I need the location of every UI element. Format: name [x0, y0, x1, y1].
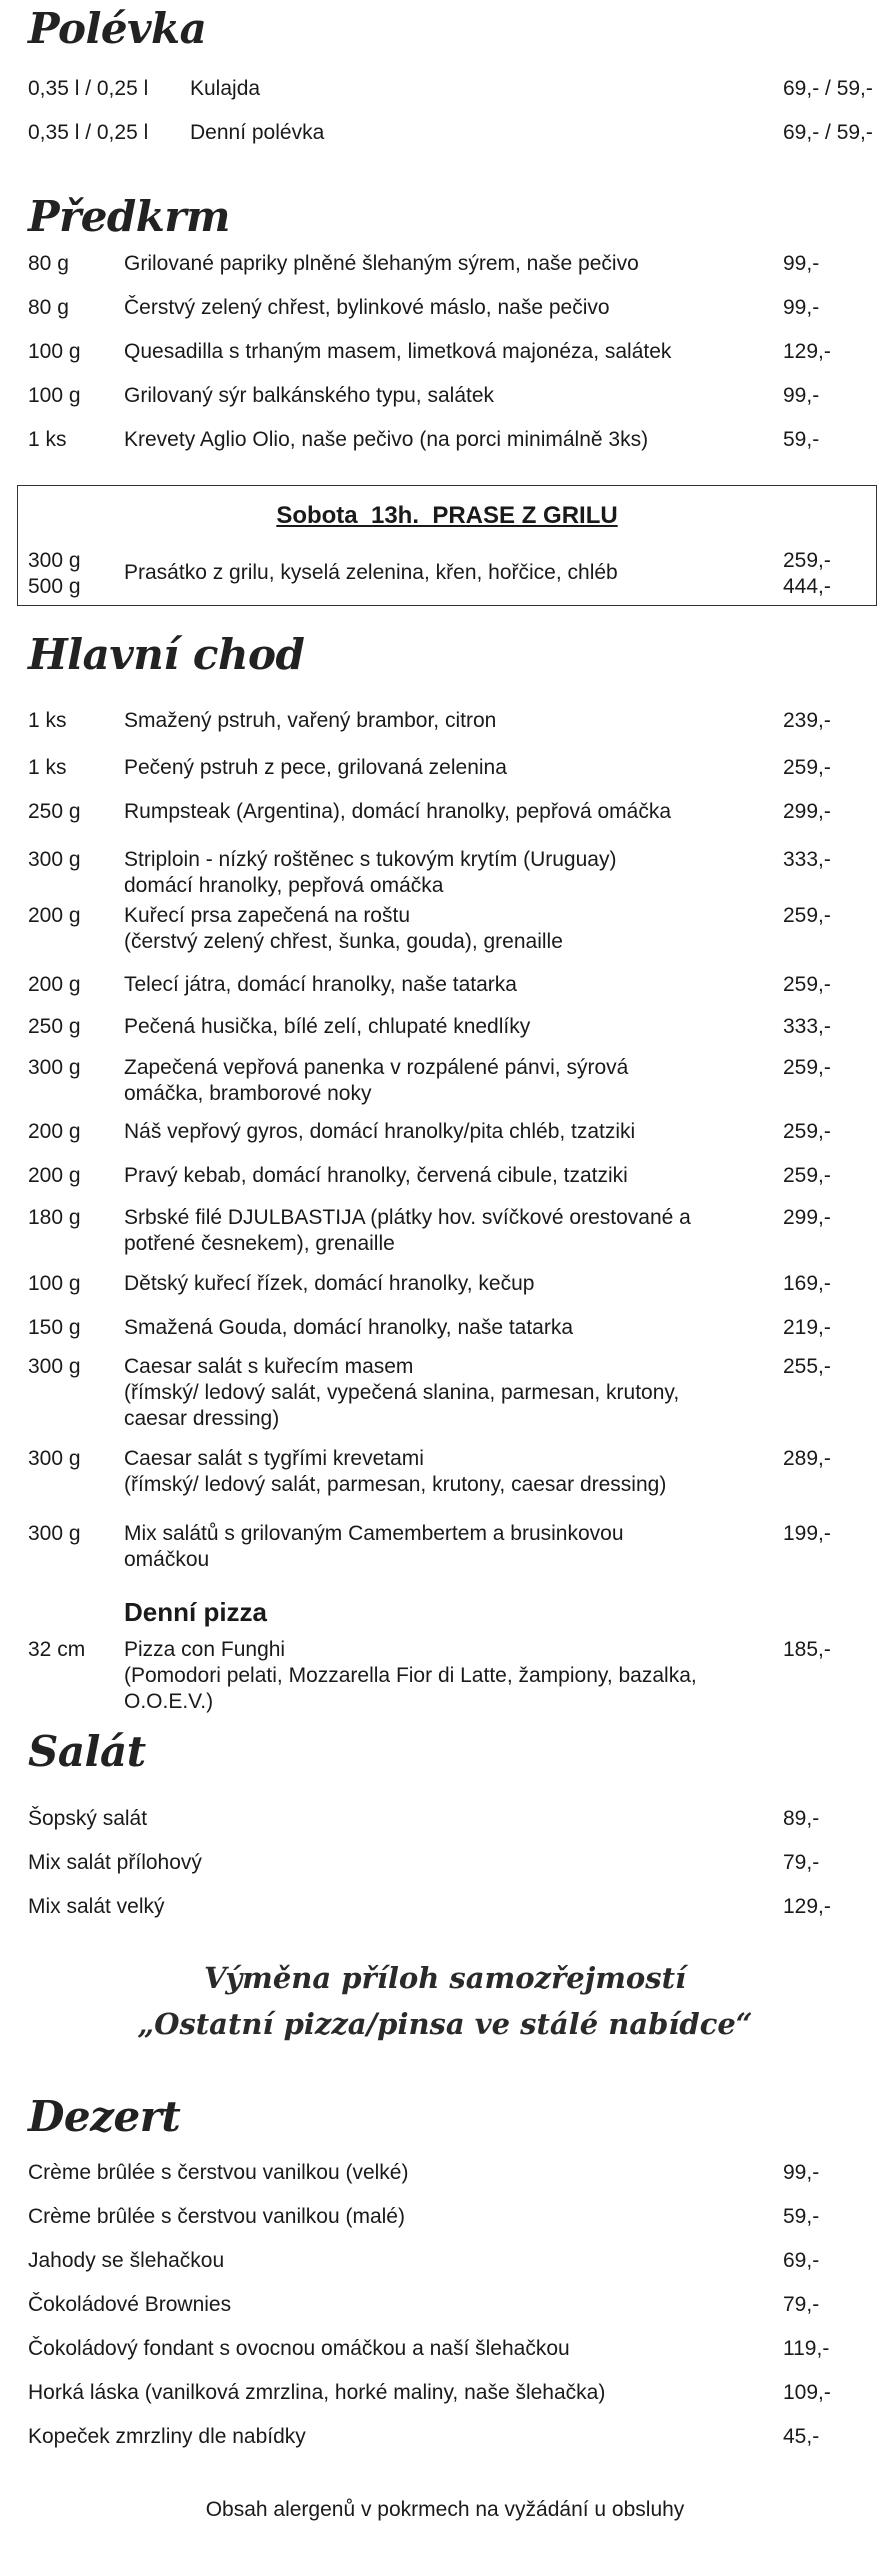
item-name: Pečený pstruh z pece, grilovaná zelenina — [124, 756, 507, 779]
item-name: Čokoládové Brownies — [28, 2293, 232, 2316]
section-title-salad: Salát — [28, 1727, 146, 1776]
item-price: 69,- / 59,- — [783, 121, 873, 144]
item-price: 289,- — [783, 1447, 831, 1470]
item-price: 169,- — [783, 1272, 831, 1295]
item-price: 333,- — [783, 1015, 831, 1038]
item-name-line: omáčkou — [124, 1548, 210, 1571]
item-name: Rumpsteak (Argentina), domácí hranolky, pepřová omáčka — [124, 800, 672, 823]
item-name-line: Caesar salát s tygřími krevetami — [124, 1447, 424, 1470]
item-qty: 1 ks — [28, 428, 67, 451]
item-name-line: potřené česnekem), grenaille — [124, 1232, 395, 1255]
item-qty: 200 g — [28, 973, 81, 996]
item-name-line: Striploin - nízký roštěnec s tukovým krytím (Uruguay) — [124, 848, 617, 871]
item-qty: 300 g — [28, 1355, 81, 1378]
section-title-soup: Polévka — [28, 4, 207, 53]
item-qty: 200 g — [28, 1120, 81, 1143]
item-name: Kulajda — [190, 77, 261, 100]
item-name-line: Zapečená vepřová panenka v rozpálené pánvi, sýrová — [124, 1056, 629, 1079]
item-name: Pečená husička, bílé zelí, chlupaté knedlíky — [124, 1015, 531, 1038]
item-price: 99,- — [783, 384, 820, 407]
item-name: Denní polévka — [190, 121, 325, 144]
item-qty: 300 g — [28, 1522, 81, 1545]
item-name: Telecí játra, domácí hranolky, naše tatarka — [124, 973, 517, 996]
item-qty: 0,35 l / 0,25 l — [28, 77, 149, 100]
item-name-line: domácí hranolky, pepřová omáčka — [124, 874, 444, 897]
item-name — [124, 1205, 784, 1257]
item-name: Horká láska (vanilková zmrzlina, horké maliny, naše šlehačka) — [28, 2381, 606, 2404]
item-qty: 200 g — [28, 1164, 81, 1187]
item-price: 79,- — [783, 1851, 820, 1874]
item-name — [124, 1055, 784, 1107]
item-name: Pravý kebab, domácí hranolky, červená cibule, tzatziki — [124, 1164, 628, 1187]
item-name — [124, 847, 784, 899]
item-price: 199,- — [783, 1522, 831, 1545]
item-name: Mix salát velký — [28, 1895, 165, 1918]
item-price: 259,- — [783, 904, 831, 927]
item-name-line: (římský/ ledový salát, vypečená slanina, parmesan, krutony, — [124, 1381, 680, 1404]
item-name: Grilované papriky plněné šlehaným sýrem, naše pečivo — [124, 252, 639, 275]
item-price: 255,- — [783, 1355, 831, 1378]
item-price: 333,- — [783, 848, 831, 871]
item-price: 239,- — [783, 709, 831, 732]
item-name-line: Caesar salát s kuřecím masem — [124, 1355, 414, 1378]
section-title-dessert: Dezert — [28, 2092, 181, 2141]
item-price: 69,- — [783, 2249, 820, 2272]
item-name: Mix salát přílohový — [28, 1851, 202, 1874]
item-name-line: Pizza con Funghi — [124, 1638, 286, 1661]
item-price: 185,- — [783, 1638, 831, 1661]
item-qty: 1 ks — [28, 756, 67, 779]
item-qty: 200 g — [28, 904, 81, 927]
item-price: 99,- — [783, 252, 820, 275]
item-name: Smažený pstruh, vařený brambor, citron — [124, 709, 497, 732]
item-price: 99,- — [783, 296, 820, 319]
item-qty: 250 g — [28, 800, 81, 823]
pizza-pinsa-note: „Ostatní pizza/pinsa ve stálé nabídce“ — [137, 2007, 753, 2041]
item-qty: 100 g — [28, 340, 81, 363]
section-title-starter: Předkrm — [28, 192, 230, 241]
item-name-line: caesar dressing) — [124, 1407, 280, 1430]
item-name-line: Srbské filé DJULBASTIJA (plátky hov. svíčkové orestované a — [124, 1206, 691, 1229]
item-name — [124, 1354, 784, 1432]
item-price: 444,- — [783, 575, 831, 598]
saturday-special-title: Sobota 13h. PRASE Z GRILU — [276, 502, 618, 529]
item-name-line: (římský/ ledový salát, parmesan, krutony, caesar dressing) — [124, 1473, 667, 1496]
item-name: Čerstvý zelený chřest, bylinkové máslo, naše pečivo — [124, 296, 610, 319]
item-qty: 0,35 l / 0,25 l — [28, 121, 149, 144]
item-name: Čokoládový fondant s ovocnou omáčkou a naší šlehačkou — [28, 2337, 570, 2360]
item-qty: 300 g — [28, 1056, 81, 1079]
item-price: 259,- — [783, 1056, 831, 1079]
item-name-line: Kuřecí prsa zapečená na roštu — [124, 904, 411, 927]
item-price: 259,- — [783, 1120, 831, 1143]
item-name: Jahody se šlehačkou — [28, 2249, 225, 2272]
item-price: 45,- — [783, 2425, 820, 2448]
item-price: 219,- — [783, 1316, 831, 1339]
item-price: 259,- — [783, 1164, 831, 1187]
item-name: Crème brûlée s čerstvou vanilkou (malé) — [28, 2205, 405, 2228]
item-qty: 500 g — [28, 575, 81, 598]
item-name-line: (čerstvý zelený chřest, šunka, gouda), grenaille — [124, 930, 563, 953]
item-name-line: omáčka, bramborové noky — [124, 1082, 372, 1105]
item-qty: 80 g — [28, 252, 69, 275]
item-price: 59,- — [783, 2205, 820, 2228]
item-name: Šopský salát — [28, 1807, 148, 1830]
item-qty: 250 g — [28, 1015, 81, 1038]
item-name: Crème brûlée s čerstvou vanilkou (velké) — [28, 2161, 409, 2184]
item-price: 299,- — [783, 1206, 831, 1229]
item-price: 299,- — [783, 800, 831, 823]
item-qty: 180 g — [28, 1206, 81, 1229]
item-qty: 150 g — [28, 1316, 81, 1339]
item-price: 259,- — [783, 756, 831, 779]
item-price: 69,- / 59,- — [783, 77, 873, 100]
item-name-line: Mix salátů s grilovaným Camembertem a brusinkovou — [124, 1522, 624, 1545]
item-price: 119,- — [783, 2337, 830, 2360]
item-qty: 100 g — [28, 1272, 81, 1295]
saturday-special-box — [17, 485, 877, 606]
item-name: Krevety Aglio Olio, naše pečivo (na porci minimálně 3ks) — [124, 428, 649, 451]
item-price: 129,- — [783, 340, 831, 363]
item-name: Grilovaný sýr balkánského typu, salátek — [124, 384, 495, 407]
item-name: Prasátko z grilu, kyselá zelenina, křen, hořčice, chléb — [124, 561, 618, 584]
item-price: 259,- — [783, 549, 831, 572]
item-name: Smažená Gouda, domácí hranolky, naše tatarka — [124, 1316, 574, 1339]
side-swap-note: Výměna příloh samozřejmostí — [204, 1961, 686, 1995]
item-qty: 300 g — [28, 848, 81, 871]
item-qty: 300 g — [28, 549, 81, 572]
item-name: Quesadilla s trhaným masem, limetková majonéza, salátek — [124, 340, 672, 363]
item-price: 59,- — [783, 428, 820, 451]
allergen-note: Obsah alergenů v pokrmech na vyžádání u obsluhy — [205, 2498, 685, 2521]
item-name-line: O.O.E.V.) — [124, 1690, 214, 1713]
item-price: 79,- — [783, 2293, 820, 2316]
item-name — [124, 1521, 784, 1573]
item-qty: 1 ks — [28, 709, 67, 732]
item-name: Kopeček zmrzliny dle nabídky — [28, 2425, 306, 2448]
daily-pizza-title: Denní pizza — [124, 1597, 268, 1627]
item-qty: 300 g — [28, 1447, 81, 1470]
item-name — [124, 1446, 784, 1498]
item-price: 99,- — [783, 2161, 820, 2184]
item-name — [124, 903, 784, 955]
item-qty: 100 g — [28, 384, 81, 407]
item-name: Náš vepřový gyros, domácí hranolky/pita chléb, tzatziki — [124, 1120, 636, 1143]
item-price: 89,- — [783, 1807, 820, 1830]
item-qty: 32 cm — [28, 1638, 86, 1661]
item-price: 259,- — [783, 973, 831, 996]
item-name: Dětský kuřecí řízek, domácí hranolky, kečup — [124, 1272, 535, 1295]
item-price: 109,- — [783, 2381, 831, 2404]
section-title-main: Hlavní chod — [28, 630, 305, 679]
item-qty: 80 g — [28, 296, 69, 319]
item-name-line: (Pomodori pelati, Mozzarella Fior di Latte, žampiony, bazalka, — [124, 1664, 697, 1687]
item-name — [124, 1637, 784, 1715]
item-price: 129,- — [783, 1895, 831, 1918]
